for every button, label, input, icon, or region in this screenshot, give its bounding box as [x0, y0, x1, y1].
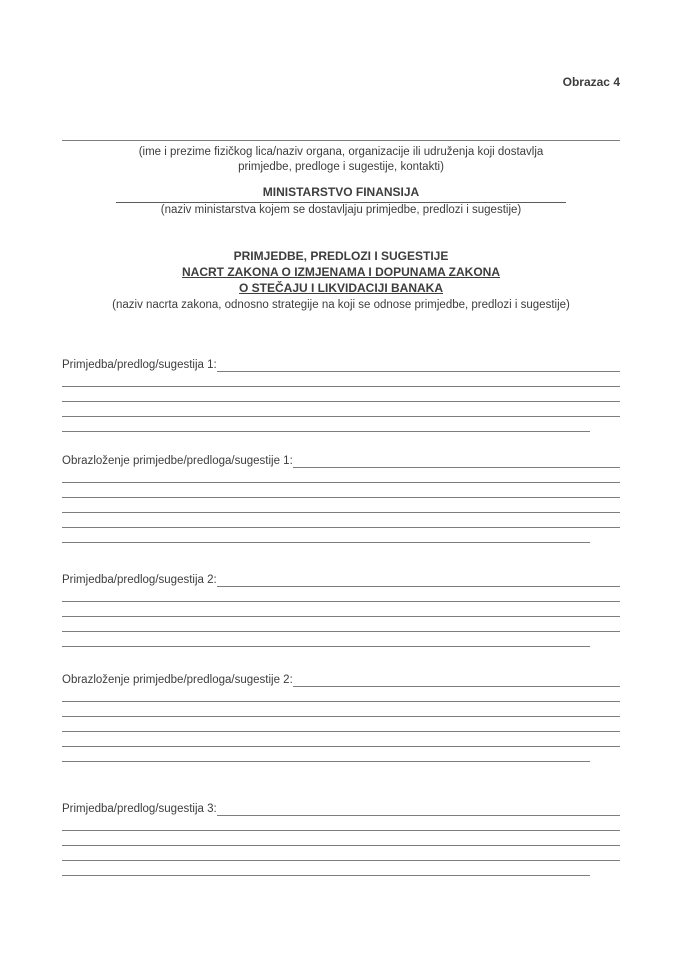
section-label-line	[62, 454, 620, 468]
document-title: PRIMJEDBE, PREDLOZI I SUGESTIJE	[233, 249, 449, 263]
fill-in-line	[62, 846, 620, 861]
section-fill-line	[217, 801, 620, 816]
fill-in-line	[62, 513, 620, 528]
fill-in-line	[62, 483, 620, 498]
title-caption: (naziv nacrta zakona, odnosno strategije na koji se odnose primjedbe, predlozi i sugestije)	[112, 299, 570, 311]
section-label-line	[62, 673, 620, 687]
fill-in-line	[62, 498, 620, 513]
fill-in-line	[62, 816, 620, 831]
ministry-name: MINISTARSTVO FINANSIJA	[116, 185, 566, 203]
form-section	[62, 358, 620, 432]
section-label: Obrazloženje primjedbe/predloga/sugestije 2:	[62, 674, 293, 686]
fill-in-line	[62, 402, 620, 417]
section-fill-line	[217, 357, 620, 372]
fill-in-line	[62, 468, 620, 483]
section-fill-line	[293, 672, 620, 687]
fill-in-line	[62, 702, 620, 717]
form-number-label: Obrazac 4	[562, 75, 620, 89]
section-label-line	[62, 573, 620, 587]
section-label-line	[62, 802, 620, 816]
fill-in-line	[62, 747, 590, 762]
law-title-line2: O STEČAJU I LIKVIDACIJI BANAKA	[238, 281, 444, 295]
ministry-block	[62, 183, 620, 203]
fill-in-line	[62, 528, 590, 543]
fill-in-line	[62, 861, 590, 876]
fill-in-line	[62, 632, 590, 647]
form-section	[62, 802, 620, 876]
submitter-fill-line	[62, 90, 620, 141]
submitter-caption-line1: (ime i prezime fizičkog lica/naziv organa, organizacije ili udruženja koji dostavlja	[138, 146, 544, 158]
section-label: Primjedba/predlog/sugestija 3:	[62, 803, 217, 815]
fill-in-line	[62, 387, 620, 402]
fill-in-line	[62, 602, 620, 617]
section-label: Obrazloženje primjedbe/predloga/sugestije 1:	[62, 455, 293, 467]
fill-in-line	[62, 831, 620, 846]
section-label-line	[62, 358, 620, 372]
law-title-line1: NACRT ZAKONA O IZMJENAMA I DOPUNAMA ZAKONA	[182, 265, 500, 279]
fill-in-line	[62, 732, 620, 747]
section-label: Primjedba/predlog/sugestija 2:	[62, 574, 217, 586]
fill-in-line	[62, 617, 620, 632]
title-block	[62, 248, 620, 313]
fill-in-line	[62, 687, 620, 702]
section-fill-line	[293, 453, 620, 468]
fill-in-line	[62, 372, 620, 387]
section-fill-line	[217, 572, 620, 587]
form-section	[62, 454, 620, 543]
fill-in-line	[62, 417, 590, 432]
fill-in-line	[62, 587, 620, 602]
fill-in-line	[62, 717, 620, 732]
form-section	[62, 573, 620, 647]
form-section	[62, 673, 620, 762]
ministry-caption: (naziv ministarstva kojem se dostavljaju primjedbe, predlozi i sugestije)	[160, 204, 522, 216]
submitter-caption-line2: primjedbe, predloge i sugestije, kontakti)	[238, 161, 444, 173]
form-sections	[62, 358, 620, 876]
section-label: Primjedba/predlog/sugestija 1:	[62, 359, 217, 371]
